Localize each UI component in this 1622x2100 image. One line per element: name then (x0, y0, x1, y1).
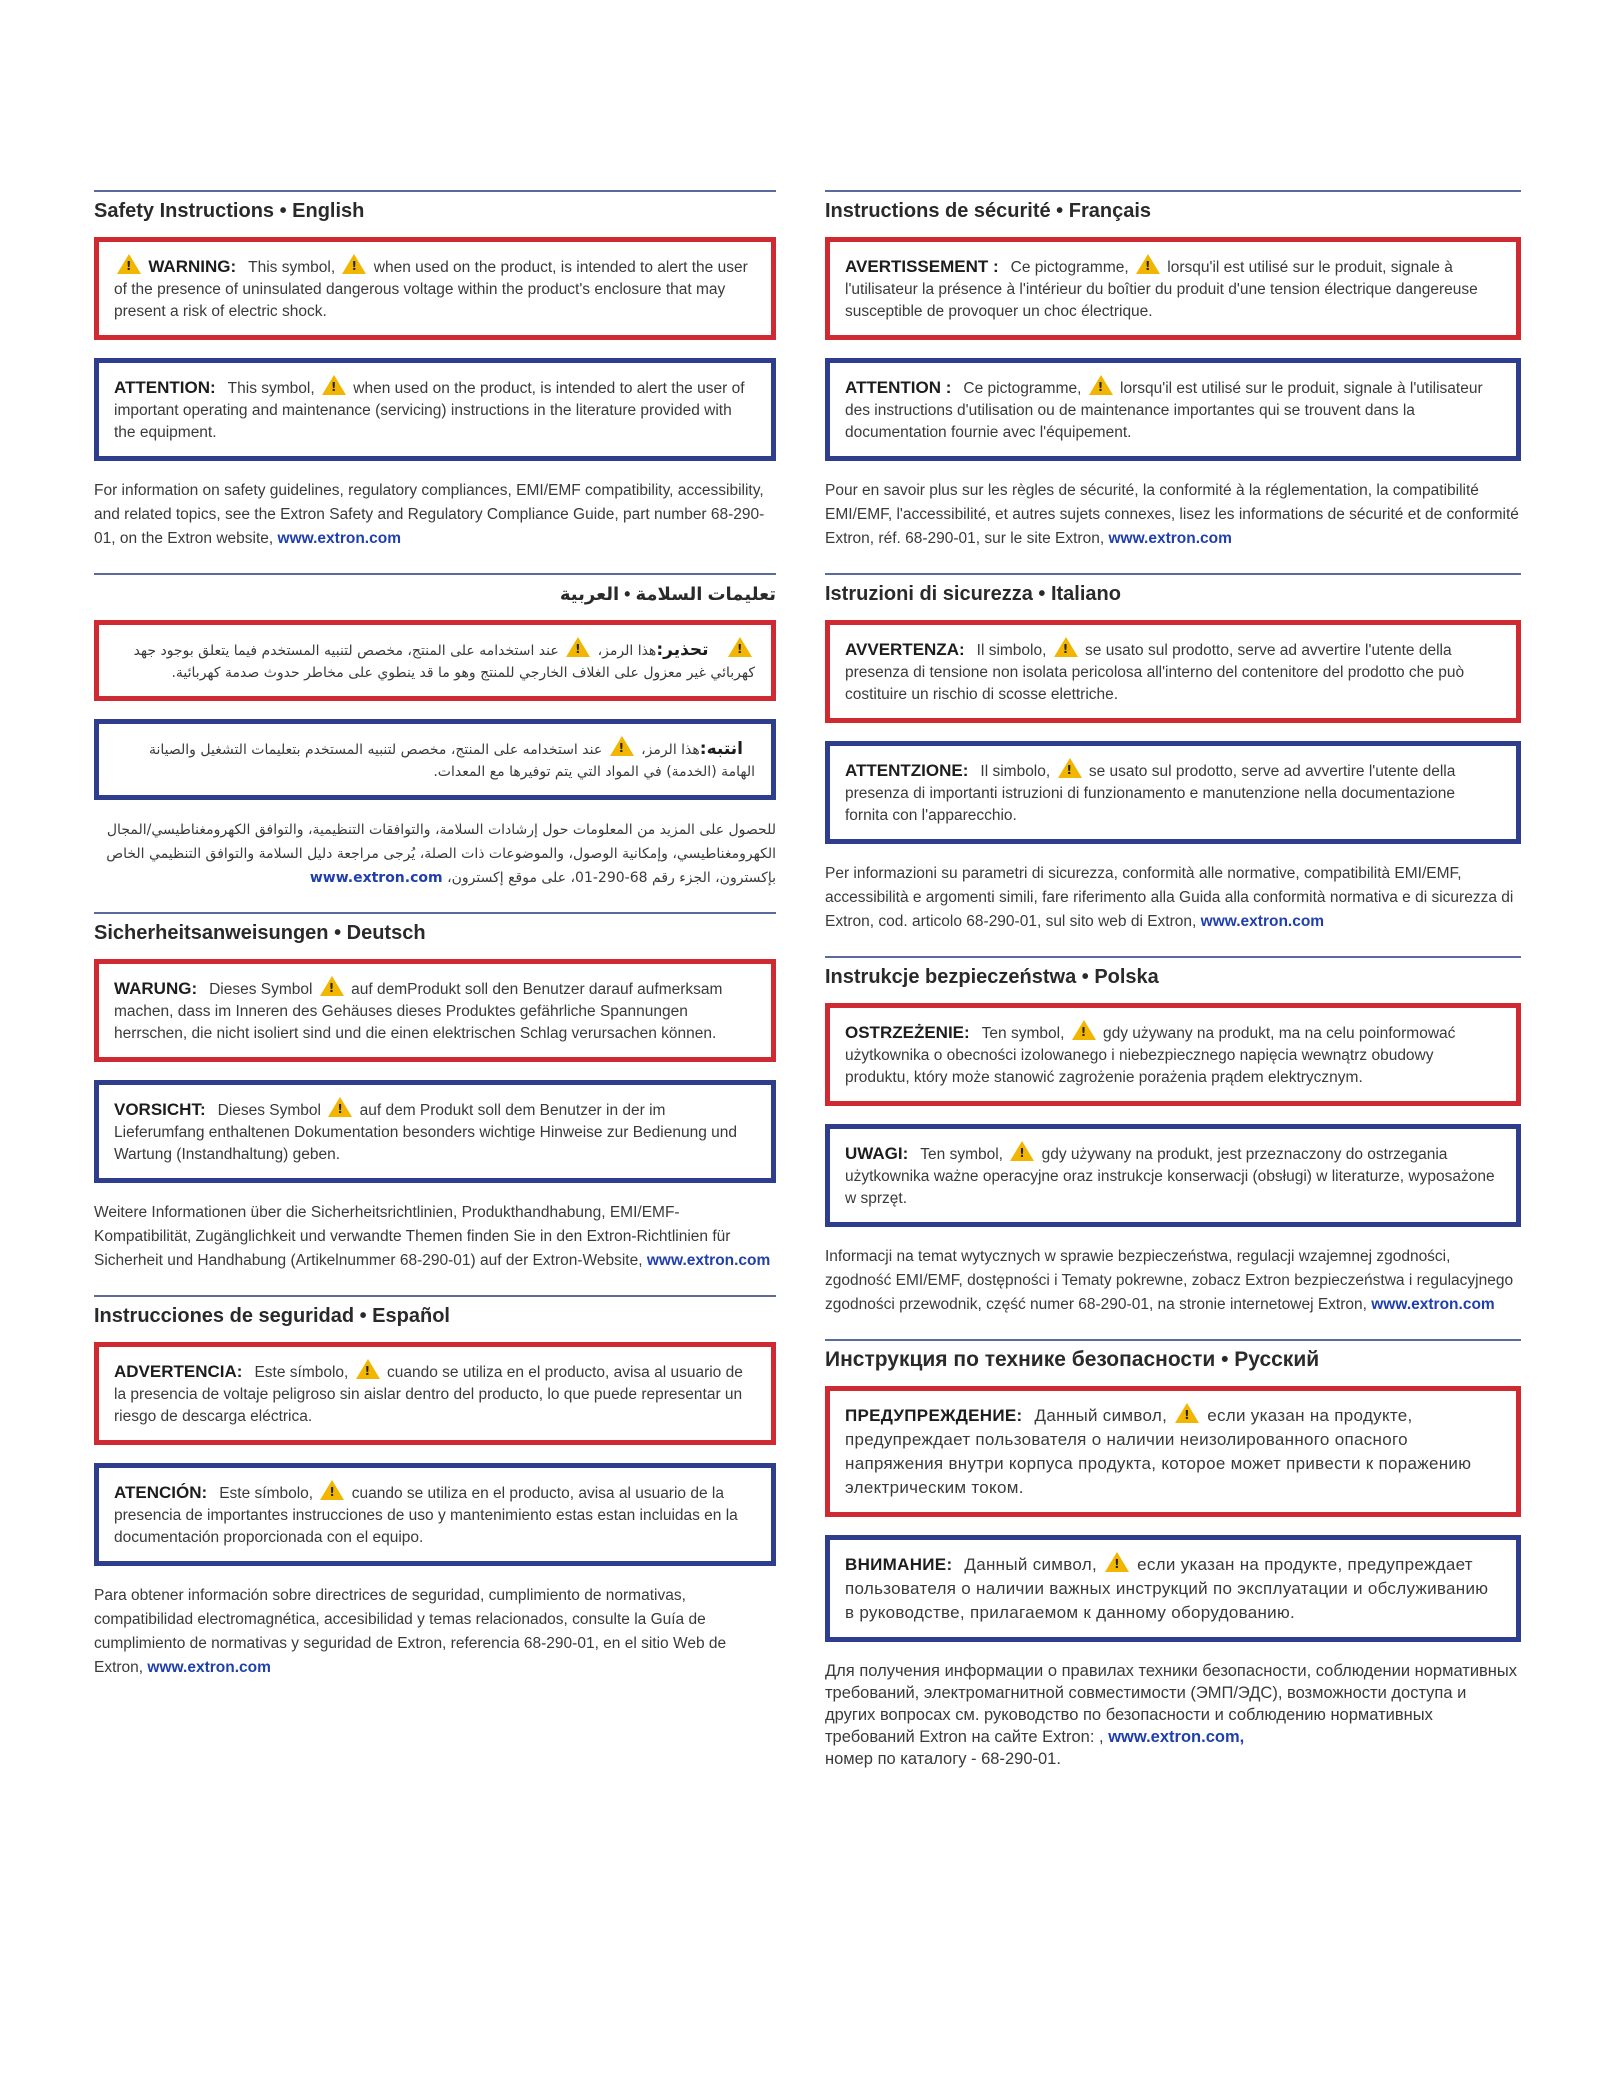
warning-text-pre: Ten symbol, (981, 1025, 1065, 1042)
warning-box (94, 1342, 776, 1445)
warning-heading: AVERTISSEMENT : (845, 257, 999, 276)
section-deutsch (94, 912, 776, 1273)
warning-box (94, 237, 776, 340)
attention-box (94, 1080, 776, 1183)
info-text: Per informazioni su parametri di sicurezza, conformità alle normative, compatibilità EMI/EMF, accessibilità e argomenti simili, fare riferimento alla Guida alla conformità normativa e di sicurezza di Extron, cod. articolo 68-290-01, sul sito web di Extron, (825, 865, 1514, 930)
warning-text: gdy używany na produkt, ma na celu poinformować użytkownika o obecności izolowanego i niebezpiecznego napięcia wewnątrz obudowy produktu, który może stanowić zagrożenie porażenia prądem elektrycznym. (845, 1025, 1456, 1086)
attention-text-pre: Ce pictogramme, (963, 380, 1082, 397)
attention-text-pre: Ten symbol, (920, 1146, 1003, 1163)
warning-text-pre: Dieses Symbol (209, 981, 313, 998)
left-column (94, 190, 776, 1702)
section-english (94, 190, 776, 551)
extron-link[interactable]: www.extron.com (1200, 913, 1325, 930)
extron-link[interactable]: www.extron.com (1371, 1296, 1495, 1313)
warning-text: auf demProdukt soll den Benutzer darauf aufmerksam machen, dass im Inneren des Gehäuses dieses Produktes gefährliche Spannungen herrschen, die nicht isoliert sind und die einen elektrischen Schlag verursachen können. (114, 981, 723, 1042)
attention-heading: انتبه: (699, 739, 743, 759)
attention-heading: ATTENTZIONE: (845, 761, 969, 780)
warning-triangle-icon: ! (1089, 375, 1113, 395)
warning-box (94, 620, 776, 701)
attention-text: gdy używany na produkt, jest przeznaczony do ostrzegania użytkownika ważne operacyjne oraz instrukcje konserwacji (obsługi) w literaturze, wyposażone w sprzęt. (845, 1146, 1495, 1207)
warning-triangle-icon: ! (1175, 1403, 1199, 1423)
attention-box (825, 741, 1521, 844)
warning-triangle-icon: ! (356, 1359, 380, 1379)
warning-triangle-icon: ! (610, 736, 634, 756)
warning-box (94, 959, 776, 1062)
attention-text-pre: Dieses Symbol (217, 1102, 321, 1119)
info-text: Weitere Informationen über die Sicherheitsrichtlinien, Produkthandhabung, EMI/EMF-Kompatibilität, Zugänglichkeit und verwandte Themen finden Sie in den Extron-Richtlinien für Sicherheit und Handhabung (Artikelnummer 68-290-01) auf der Extron-Website, (94, 1204, 731, 1269)
info-text: Для получения информации о правилах техники безопасности, соблюдении нормативных требований, электромагнитной совместимости (ЭМП/ЭДС), возможности доступа и других вопросах см. руководство по безопасности и соблюдению нормативных требований Extron на сайте Extron: , (825, 1662, 1518, 1746)
warning-triangle-icon: ! (322, 375, 346, 395)
section-title: Instrucciones de seguridad • Español (94, 1295, 776, 1328)
attention-text: se usato sul prodotto, serve ad avvertire l'utente della presenza di importanti istruzioni di funzionamento e manutenzione nella documentazione fornita con l'apparecchio. (845, 763, 1456, 824)
warning-heading: ADVERTENCIA: (114, 1362, 243, 1381)
attention-text-pre: Este símbolo, (219, 1485, 314, 1502)
warning-heading: WARUNG: (114, 979, 198, 998)
attention-text-pre: هذا الرمز، (641, 742, 700, 758)
info-text: للحصول على المزيد من المعلومات حول إرشادات السلامة، والتوافقات التنظيمية، والتوافق الكهرومغناطيسي/المجال الكهرومغناطيسي، وإمكانية الوصول، والموضوعات ذات الصلة، يُرجى مراجعة دليل السلامة والتوافق التنظيمي الخاص بإكسترون، الجزء رقم 68-290-01، على موقع إكسترون، (106, 822, 776, 886)
extron-link[interactable]: www.extron.com (1108, 530, 1232, 547)
warning-heading: تحذير: (656, 640, 709, 660)
attention-text: عند استخدامه على المنتج، مخصص لتنبيه المستخدم بتعليمات التشغيل والصيانة الهامة (الخدمة) في المواد التي يتم توفيرها مع المعدات. (148, 742, 755, 780)
info-paragraph (94, 1584, 776, 1680)
section-espanol (94, 1295, 776, 1680)
section-title: Safety Instructions • English (94, 190, 776, 223)
attention-heading: ВНИМАНИЕ: (845, 1555, 953, 1574)
warning-heading: WARNING: (148, 257, 237, 276)
attention-heading: ATTENTION : (845, 378, 952, 397)
warning-text-pre: Il simbolo, (976, 642, 1047, 659)
attention-text-pre: Данный символ, (964, 1555, 1098, 1574)
warning-triangle-icon: ! (320, 1480, 344, 1500)
warning-heading: ПРЕДУПРЕЖДЕНИЕ: (845, 1406, 1023, 1425)
warning-heading: AVVERTENZA: (845, 640, 965, 659)
info-text: For information on safety guidelines, regulatory compliances, EMI/EMF compatibility, accessibility, and related topics, see the Extron Safety and Regulatory Compliance Guide, part number 68-290-01, on the Extron website, (94, 482, 765, 547)
warning-box (825, 620, 1521, 723)
extron-link[interactable]: www.extron.com (309, 870, 443, 886)
section-russkiy (825, 1339, 1521, 1770)
warning-text: when used on the product, is intended to alert the user of the presence of uninsulated dangerous voltage within the product's enclosure that may present a risk of electric shock. (114, 259, 748, 320)
info-text: Informacji na temat wytycznych w sprawie bezpieczeństwa, regulacji wzajemnej zgodności, zgodność EMI/EMF, dostępności i Tematy pokrewne, zobacz Extron bezpieczeństwa i regulacyjnego zgodności przewodnik, część numer 68-290-01, na stronie internetowej Extron, (825, 1248, 1514, 1313)
section-title: Sicherheitsanweisungen • Deutsch (94, 912, 776, 945)
warning-triangle-icon: ! (328, 1097, 352, 1117)
attention-text: when used on the product, is intended to alert the user of important operating and maintenance (servicing) instructions in the literature provided with the equipment. (114, 380, 745, 441)
section-arabic (94, 573, 776, 890)
section-title: تعليمات السلامة • العربية (94, 573, 776, 606)
extron-link[interactable]: www.extron.com (277, 530, 401, 547)
warning-text-pre: Este símbolo, (254, 1364, 349, 1381)
warning-text: lorsqu'il est utilisé sur le produit, signale à l'utilisateur la présence à l'intérieur du boîtier du produit d'une tension électrique dangereuse susceptible de provoquer un choc électrique. (845, 259, 1478, 320)
attention-text: lorsqu'il est utilisé sur le produit, signale à l'utilisateur des instructions d'utilisation ou de maintenance importantes qui se trouvent dans la documentation fournie avec l'équipement. (845, 380, 1483, 441)
warning-text: cuando se utiliza en el producto, avisa al usuario de la presencia de voltaje peligroso sin aislar dentro del producto, lo que puede representar un riesgo de descarga eléctrica. (114, 1364, 743, 1425)
attention-heading: ATTENTION: (114, 378, 216, 397)
attention-heading: ATENCIÓN: (114, 1483, 208, 1502)
info-paragraph (825, 1660, 1521, 1770)
warning-box (825, 1003, 1521, 1106)
info-paragraph (825, 479, 1521, 551)
warning-triangle-icon: ! (1072, 1020, 1096, 1040)
warning-text: если указан на продукте, предупреждает пользователя о наличии неизолированного опасного напряжения внутри корпуса продукта, которое может привести к поражению электрическим током. (845, 1406, 1472, 1497)
section-title: Istruzioni di sicurezza • Italiano (825, 573, 1521, 606)
warning-triangle-icon: ! (728, 637, 752, 657)
attention-text: если указан на продукте, предупреждает пользователя о наличии важных инструкций по эксплуатации и обслуживанию в руководстве, прилагаемом к данному оборудованию. (845, 1555, 1489, 1622)
section-title: Инструкция по технике безопасности • Русский (825, 1339, 1521, 1372)
attention-text: cuando se utiliza en el producto, avisa al usuario de la presencia de importantes instrucciones de uso y mantenimiento estas estan incluidas en la documentación proporcionada con el equipo. (114, 1485, 738, 1546)
section-title: Instructions de sécurité • Français (825, 190, 1521, 223)
warning-box (825, 237, 1521, 340)
warning-heading: OSTRZEŻENIE: (845, 1023, 970, 1042)
catalog-number-text: номер по каталогу - 68-290-01. (825, 1750, 1061, 1768)
warning-text-pre: هذا الرمز، (597, 643, 657, 659)
warning-triangle-icon: ! (342, 254, 366, 274)
warning-box (825, 1386, 1521, 1517)
attention-box (94, 1463, 776, 1566)
warning-text-pre: Данный символ, (1034, 1406, 1168, 1425)
attention-text: auf dem Produkt soll dem Benutzer in der im Lieferumfang enthaltenen Dokumentation besonders wichtige Hinweise zur Bedienung und Wartung (Instandhaltung) geben. (114, 1102, 737, 1163)
info-text: Pour en savoir plus sur les règles de sécurité, la conformité à la réglementation, la compatibilité EMI/EMF, l'accessibilité, et autres sujets connexes, lisez les informations de sécurité et de conformité Extron, réf. 68-290-01, sur le site Extron, (825, 482, 1519, 547)
extron-link[interactable]: www.extron.com (646, 1252, 771, 1269)
attention-box (94, 358, 776, 461)
info-paragraph (94, 818, 776, 890)
right-column (825, 190, 1521, 1792)
warning-triangle-icon: ! (117, 254, 141, 274)
extron-link[interactable]: www.extron.com (147, 1659, 271, 1676)
section-polska (825, 956, 1521, 1317)
attention-text-pre: This symbol, (227, 380, 315, 397)
warning-triangle-icon: ! (1010, 1141, 1034, 1161)
attention-heading: UWAGI: (845, 1144, 909, 1163)
info-text: Para obtener información sobre directrices de seguridad, cumplimiento de normativas, compatibilidad electromagnética, accesibilidad y temas relacionados, consulte la Guía de cumplimiento de normativas y seguridad de Extron, referencia 68-290-01, en el sitio Web de Extron, (94, 1587, 727, 1676)
info-paragraph (94, 1201, 776, 1273)
warning-text-pre: This symbol, (248, 259, 336, 276)
warning-triangle-icon: ! (320, 976, 344, 996)
warning-triangle-icon: ! (1105, 1552, 1129, 1572)
section-francais (825, 190, 1521, 551)
warning-triangle-icon: ! (1058, 758, 1082, 778)
info-paragraph (825, 1245, 1521, 1317)
extron-link[interactable]: www.extron.com, (1108, 1728, 1245, 1746)
attention-heading: VORSICHT: (114, 1100, 206, 1119)
section-italiano (825, 573, 1521, 934)
attention-box (825, 1535, 1521, 1642)
warning-text: se usato sul prodotto, serve ad avvertire l'utente della presenza di tensione non isolata pericolosa all'interno del contenitore del prodotto che può costituire un rischio di scosse elettriche. (845, 642, 1465, 703)
attention-text-pre: Il simbolo, (980, 763, 1051, 780)
info-paragraph (825, 862, 1521, 934)
warning-text: عند استخدامه على المنتج، مخصص لتنبيه المستخدم فيما يتعلق بوجود جهد كهربائي غير معزول على الغلاف الخارجي للمنتج وهو ما قد ينطوي على مخاطر حدوث صدمة كهربائية. (133, 643, 755, 681)
warning-text-pre: Ce pictogramme, (1010, 259, 1129, 276)
section-title: Instrukcje bezpieczeństwa • Polska (825, 956, 1521, 989)
warning-triangle-icon: ! (1136, 254, 1160, 274)
attention-box (94, 719, 776, 800)
attention-box (825, 1124, 1521, 1227)
info-paragraph (94, 479, 776, 551)
warning-triangle-icon: ! (1054, 637, 1078, 657)
warning-triangle-icon: ! (566, 637, 590, 657)
attention-box (825, 358, 1521, 461)
